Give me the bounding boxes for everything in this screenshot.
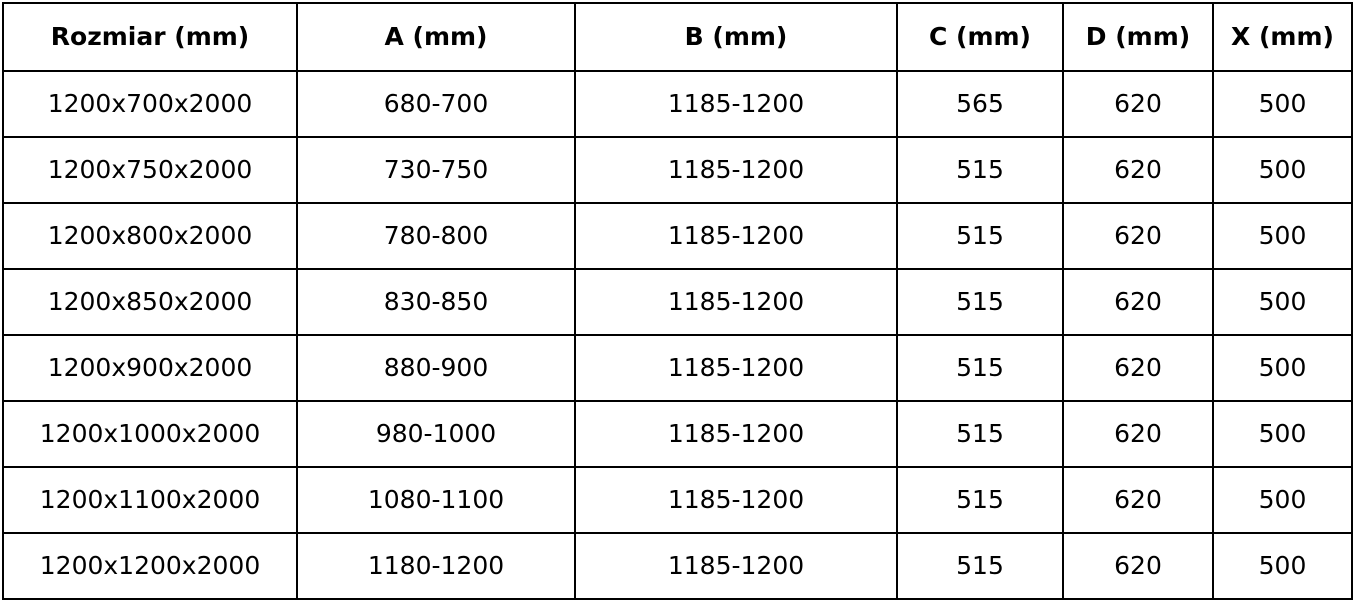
cell-x: 500 bbox=[1213, 203, 1352, 269]
cell-b: 1185-1200 bbox=[575, 335, 897, 401]
cell-x: 500 bbox=[1213, 533, 1352, 599]
column-header-x: X (mm) bbox=[1213, 3, 1352, 71]
table-body bbox=[3, 71, 1352, 599]
cell-a: 980-1000 bbox=[297, 401, 575, 467]
table-row bbox=[3, 203, 1352, 269]
cell-c: 515 bbox=[897, 533, 1063, 599]
cell-a: 880-900 bbox=[297, 335, 575, 401]
cell-a: 680-700 bbox=[297, 71, 575, 137]
table-row bbox=[3, 401, 1352, 467]
column-header-b: B (mm) bbox=[575, 3, 897, 71]
cell-c: 515 bbox=[897, 203, 1063, 269]
cell-d: 620 bbox=[1063, 335, 1213, 401]
cell-c: 565 bbox=[897, 71, 1063, 137]
table-row bbox=[3, 335, 1352, 401]
cell-x: 500 bbox=[1213, 335, 1352, 401]
column-header-rozmiar: Rozmiar (mm) bbox=[3, 3, 297, 71]
cell-a: 1080-1100 bbox=[297, 467, 575, 533]
cell-c: 515 bbox=[897, 137, 1063, 203]
cell-x: 500 bbox=[1213, 269, 1352, 335]
cell-rozmiar: 1200x1000x2000 bbox=[3, 401, 297, 467]
cell-d: 620 bbox=[1063, 137, 1213, 203]
cell-b: 1185-1200 bbox=[575, 533, 897, 599]
cell-b: 1185-1200 bbox=[575, 467, 897, 533]
cell-rozmiar: 1200x1200x2000 bbox=[3, 533, 297, 599]
cell-b: 1185-1200 bbox=[575, 401, 897, 467]
cell-rozmiar: 1200x1100x2000 bbox=[3, 467, 297, 533]
size-table-container bbox=[0, 2, 1355, 593]
cell-d: 620 bbox=[1063, 269, 1213, 335]
cell-x: 500 bbox=[1213, 71, 1352, 137]
cell-x: 500 bbox=[1213, 401, 1352, 467]
cell-rozmiar: 1200x800x2000 bbox=[3, 203, 297, 269]
cell-c: 515 bbox=[897, 401, 1063, 467]
column-header-d: D (mm) bbox=[1063, 3, 1213, 71]
cell-a: 730-750 bbox=[297, 137, 575, 203]
cell-b: 1185-1200 bbox=[575, 269, 897, 335]
cell-d: 620 bbox=[1063, 467, 1213, 533]
cell-x: 500 bbox=[1213, 137, 1352, 203]
cell-a: 1180-1200 bbox=[297, 533, 575, 599]
cell-b: 1185-1200 bbox=[575, 203, 897, 269]
table-header-row bbox=[3, 3, 1352, 71]
table-row bbox=[3, 269, 1352, 335]
cell-b: 1185-1200 bbox=[575, 71, 897, 137]
cell-d: 620 bbox=[1063, 71, 1213, 137]
table-row bbox=[3, 467, 1352, 533]
table-header bbox=[3, 3, 1352, 71]
cell-d: 620 bbox=[1063, 533, 1213, 599]
cell-a: 830-850 bbox=[297, 269, 575, 335]
cell-rozmiar: 1200x700x2000 bbox=[3, 71, 297, 137]
cell-rozmiar: 1200x750x2000 bbox=[3, 137, 297, 203]
table-row bbox=[3, 137, 1352, 203]
cell-c: 515 bbox=[897, 269, 1063, 335]
cell-a: 780-800 bbox=[297, 203, 575, 269]
cell-d: 620 bbox=[1063, 401, 1213, 467]
cell-b: 1185-1200 bbox=[575, 137, 897, 203]
cell-c: 515 bbox=[897, 335, 1063, 401]
column-header-a: A (mm) bbox=[297, 3, 575, 71]
cell-c: 515 bbox=[897, 467, 1063, 533]
table-row bbox=[3, 71, 1352, 137]
table-row bbox=[3, 533, 1352, 599]
cell-rozmiar: 1200x900x2000 bbox=[3, 335, 297, 401]
cell-rozmiar: 1200x850x2000 bbox=[3, 269, 297, 335]
cell-d: 620 bbox=[1063, 203, 1213, 269]
dimensions-table bbox=[2, 2, 1353, 600]
column-header-c: C (mm) bbox=[897, 3, 1063, 71]
cell-x: 500 bbox=[1213, 467, 1352, 533]
